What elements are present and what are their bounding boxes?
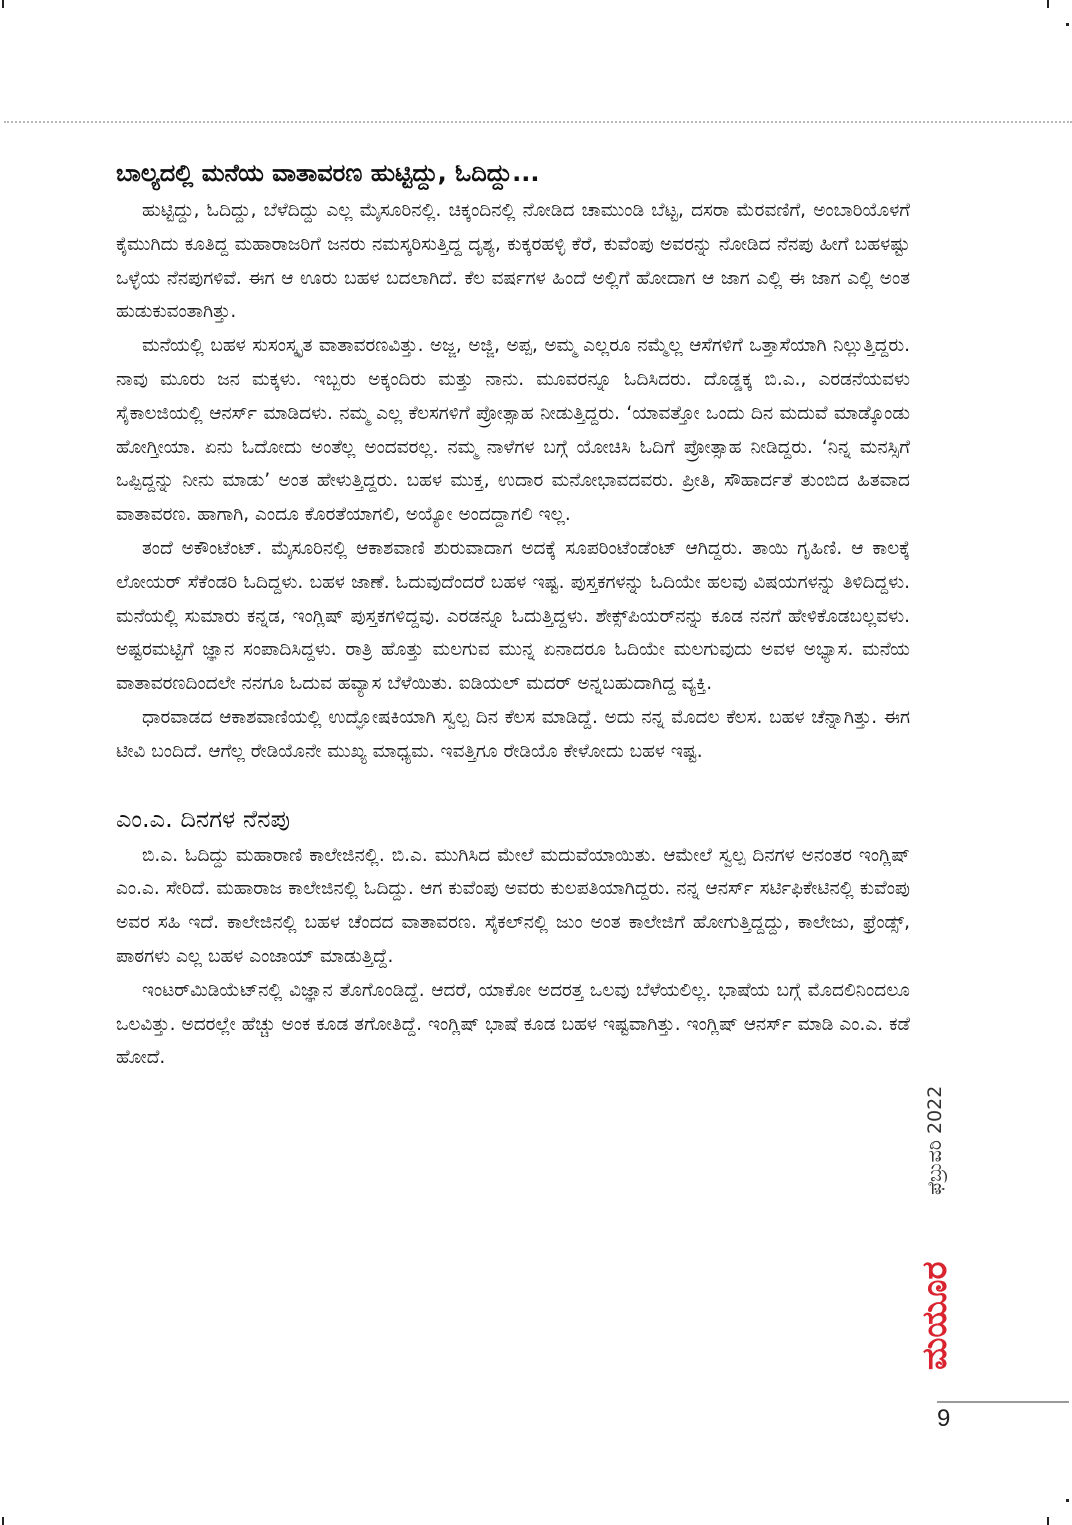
paragraph: ಹುಟ್ಟಿದ್ದು, ಓದಿದ್ದು, ಬೆಳೆದಿದ್ದು ಎಲ್ಲ ಮೈಸೂರಿನಲ್ಲಿ. ಚಿಕ್ಕಂದಿನಲ್ಲಿ ನೋಡಿದ ಚಾಮುಂಡಿ ಬೆಟ್ಟ, ದಸರಾ ಮೆರವಣಿಗೆ, ಅಂಬಾರಿಯೊಳಗೆ ಕೈಮುಗಿದು ಕೂತಿದ್ದ ಮಹಾರಾಜರಿಗೆ ಜನರು ನಮಸ್ಕರಿಸುತ್ತಿದ್ದ ದೃಶ್ಯ, ಕುಕ್ಕರಹಳ್ಳಿ ಕೆರೆ, ಕುವೆಂಪು ಅವರನ್ನು ನೋಡಿದ ನೆನಪು ಹೀಗೆ ಬಹಳಷ್ಟು ಒಳ್ಳೆಯ ನೆನಪುಗಳಿವೆ. ಈಗ ಆ ಊರು ಬಹಳ ಬದಲಾಗಿದೆ. ಕೆಲ ವರ್ಷಗಳ ಹಿಂದೆ ಅಲ್ಲಿಗೆ ಹೋದಾಗ ಆ ಜಾಗ ಎಲ್ಲಿ ಈ ಜಾಗ ಎಲ್ಲಿ ಅಂತ ಹುಡುಕುವಂತಾಗಿತ್ತು.: [116, 200, 910, 323]
registration-mark-top: [1066, 23, 1069, 26]
header-dotted-rule: [4, 121, 1072, 123]
section-heading: ಎಂ.ಎ. ದಿನಗಳ ನೆನಪು: [116, 804, 291, 833]
paragraph: ಮನೆಯಲ್ಲಿ ಬಹಳ ಸುಸಂಸ್ಕೃತ ವಾತಾವರಣವಿತ್ತು. ಅಜ್ಜ, ಅಜ್ಜಿ, ಅಪ್ಪ, ಅಮ್ಮ ಎಲ್ಲರೂ ನಮ್ಮೆಲ್ಲ ಆಸೆಗಳಿಗೆ ಒತ್ತಾಸೆಯಾಗಿ ನಿಲ್ಲುತ್ತಿದ್ದರು. ನಾವು ಮೂರು ಜನ ಮಕ್ಕಳು. ಇಬ್ಬರು ಅಕ್ಕಂದಿರು ಮತ್ತು ನಾನು. ಮೂವರನ್ನೂ ಓದಿಸಿದರು. ದೊಡ್ಡಕ್ಕ ಬಿ.ಎ., ಎರಡನೆಯವಳು ಸೈಕಾಲಜಿಯಲ್ಲಿ ಆನರ್ಸ್ ಮಾಡಿದಳು. ನಮ್ಮ ಎಲ್ಲ ಕೆಲಸಗಳಿಗೆ ಪ್ರೋತ್ಸಾಹ ನೀಡುತ್ತಿದ್ದರು. ‘ಯಾವತ್ತೋ ಒಂದು ದಿನ ಮದುವೆ ಮಾಡ್ಕೊಂಡು ಹೋಗ್ತೀಯಾ. ಏನು ಓದೋದು ಅಂತೆಲ್ಲ ಅಂದವರಲ್ಲ. ನಮ್ಮ ನಾಳೆಗಳ ಬಗ್ಗೆ ಯೋಚಿಸಿ ಓದಿಗೆ ಪ್ರೋತ್ಸಾಹ ನೀಡಿದ್ದರು. ‘ನಿನ್ನ ಮನಸ್ಸಿಗೆ ಒಪ್ಪಿದ್ದನ್ನು ನೀನು ಮಾಡು’ ಅಂತ ಹೇಳುತ್ತಿದ್ದರು. ಬಹಳ ಮುಕ್ತ, ಉದಾರ ಮನೋಭಾವದವರು. ಪ್ರೀತಿ, ಸೌಹಾರ್ದತೆ ತುಂಬಿದ ಹಿತವಾದ ವಾತಾವರಣ. ಹಾಗಾಗಿ, ಎಂದೂ ಕೊರತೆಯಾಗಲಿ, ಅಯ್ಯೋ ಅಂದದ್ದಾಗಲಿ ಇಲ್ಲ.: [116, 335, 910, 526]
paragraph: ತಂದೆ ಅಕೌಂಟೆಂಟ್. ಮೈಸೂರಿನಲ್ಲಿ ಆಕಾಶವಾಣಿ ಶುರುವಾದಾಗ ಅದಕ್ಕೆ ಸೂಪರಿಂಟೆಂಡೆಂಟ್ ಆಗಿದ್ದರು. ತಾಯಿ ಗೃಹಿಣಿ. ಆ ಕಾಲಕ್ಕೆ ಲೋಯರ್ ಸೆಕೆಂಡರಿ ಓದಿದ್ದಳು. ಬಹಳ ಜಾಣೆ. ಓದುವುದೆಂದರೆ ಬಹಳ ಇಷ್ಟ. ಪುಸ್ತಕಗಳನ್ನು ಓದಿಯೇ ಹಲವು ವಿಷಯಗಳನ್ನು ತಿಳಿದಿದ್ದಳು. ಮನೆಯಲ್ಲಿ ಸುಮಾರು ಕನ್ನಡ, ಇಂಗ್ಲಿಷ್ ಪುಸ್ತಕಗಳಿದ್ದವು. ಎರಡನ್ನೂ ಓದುತ್ತಿದ್ದಳು. ಶೇಕ್ಸ್‌ಪಿಯರ್‌ನನ್ನು ಕೂಡ ನನಗೆ ಹೇಳಿಕೊಡಬಲ್ಲವಳು. ಅಷ್ಟರಮಟ್ಟಿಗೆ ಜ್ಞಾನ ಸಂಪಾದಿಸಿದ್ದಳು. ರಾತ್ರಿ ಹೊತ್ತು ಮಲಗುವ ಮುನ್ನ ಏನಾದರೂ ಓದಿಯೇ ಮಲಗುವುದು ಅವಳ ಅಭ್ಯಾಸ. ಮನೆಯ ವಾತಾವರಣದಿಂದಲೇ ನನಗೂ ಓದುವ ಹವ್ಯಾಸ ಬೆಳೆಯಿತು. ಐಡಿಯಲ್ ಮದರ್ ಅನ್ನಬಹುದಾಗಿದ್ದ ವ್ಯಕ್ತಿ.: [116, 537, 910, 695]
folio-rule: [937, 1401, 1069, 1403]
issue-date: ಫೆಬ್ರುವರಿ 2022: [924, 1085, 946, 1195]
section-ma-days: [116, 799, 910, 1076]
registration-mark-bottom: [1066, 1499, 1069, 1502]
section-heading: ಬಾಲ್ಯದಲ್ಲಿ ಮನೆಯ ವಾತಾವರಣ ಹುಟ್ಟಿದ್ದು, ಓದಿದ್ದು...: [116, 159, 540, 187]
crop-mark-top-left: [2, 0, 4, 8]
crop-mark-bottom-left: [2, 1517, 4, 1525]
magazine-logo: ಮಯೂರ: [915, 1261, 955, 1370]
paragraph: ಇಂಟರ್‌ಮಿಡಿಯೆಟ್‌ನಲ್ಲಿ ವಿಜ್ಞಾನ ತೊಗೊಂಡಿದ್ದೆ. ಆದರೆ, ಯಾಕೋ ಅದರತ್ತ ಒಲವು ಬೆಳೆಯಲಿಲ್ಲ. ಭಾಷೆಯ ಬಗ್ಗೆ ಮೊದಲಿನಿಂದಲೂ ಒಲವಿತ್ತು. ಅದರಲ್ಲೇ ಹೆಚ್ಚು ಅಂಕ ಕೂಡ ತಗೋತಿದ್ದೆ. ಇಂಗ್ಲಿಷ್ ಭಾಷೆ ಕೂಡ ಬಹಳ ಇಷ್ಟವಾಗಿತ್ತು. ಇಂಗ್ಲಿಷ್ ಆನರ್ಸ್ ಮಾಡಿ ಎಂ.ಎ. ಕಡೆ ಹೋದೆ.: [116, 979, 910, 1069]
page-number: 9: [937, 1405, 951, 1432]
crop-mark-top-right: [1047, 0, 1049, 8]
crop-mark-bottom-right: [1047, 1517, 1049, 1525]
section-childhood: [116, 152, 910, 769]
paragraph: ಬಿ.ಎ. ಓದಿದ್ದು ಮಹಾರಾಣಿ ಕಾಲೇಜಿನಲ್ಲಿ. ಬಿ.ಎ. ಮುಗಿಸಿದ ಮೇಲೆ ಮದುವೆಯಾಯಿತು. ಆಮೇಲೆ ಸ್ವಲ್ಪ ದಿನಗಳ ಅನಂತರ ಇಂಗ್ಲಿಷ್ ಎಂ.ಎ. ಸೇರಿದೆ. ಮಹಾರಾಜ ಕಾಲೇಜಿನಲ್ಲಿ ಓದಿದ್ದು. ಆಗ ಕುವೆಂಪು ಅವರು ಕುಲಪತಿಯಾಗಿದ್ದರು. ನನ್ನ ಆನರ್ಸ್ ಸರ್ಟಿಫಿಕೇಟಿನಲ್ಲಿ ಕುವೆಂಪು ಅವರ ಸಹಿ ಇದೆ. ಕಾಲೇಜಿನಲ್ಲಿ ಬಹಳ ಚೆಂದದ ವಾತಾವರಣ. ಸೈಕಲ್‌ನಲ್ಲಿ ಜುಂ ಅಂತ ಕಾಲೇಜಿಗೆ ಹೋಗುತ್ತಿದ್ದದ್ದು, ಕಾಲೇಜು, ಫ್ರೆಂಡ್ಸ್, ಪಾಠಗಳು ಎಲ್ಲ ಬಹಳ ಎಂಜಾಯ್ ಮಾಡುತ್ತಿದ್ದೆ.: [116, 844, 910, 967]
article-body: [116, 152, 910, 1075]
paragraph: ಧಾರವಾಡದ ಆಕಾಶವಾಣಿಯಲ್ಲಿ ಉದ್ಘೋಷಕಿಯಾಗಿ ಸ್ವಲ್ಪ ದಿನ ಕೆಲಸ ಮಾಡಿದ್ದೆ. ಅದು ನನ್ನ ಮೊದಲ ಕೆಲಸ. ಬಹಳ ಚೆನ್ನಾಗಿತ್ತು. ಈಗ ಟೀವಿ ಬಂದಿದೆ. ಆಗೆಲ್ಲ ರೇಡಿಯೊನೇ ಮುಖ್ಯ ಮಾಧ್ಯಮ. ಇವತ್ತಿಗೂ ರೇಡಿಯೊ ಕೇಳೋದು ಬಹಳ ಇಷ್ಟ.: [116, 706, 910, 762]
